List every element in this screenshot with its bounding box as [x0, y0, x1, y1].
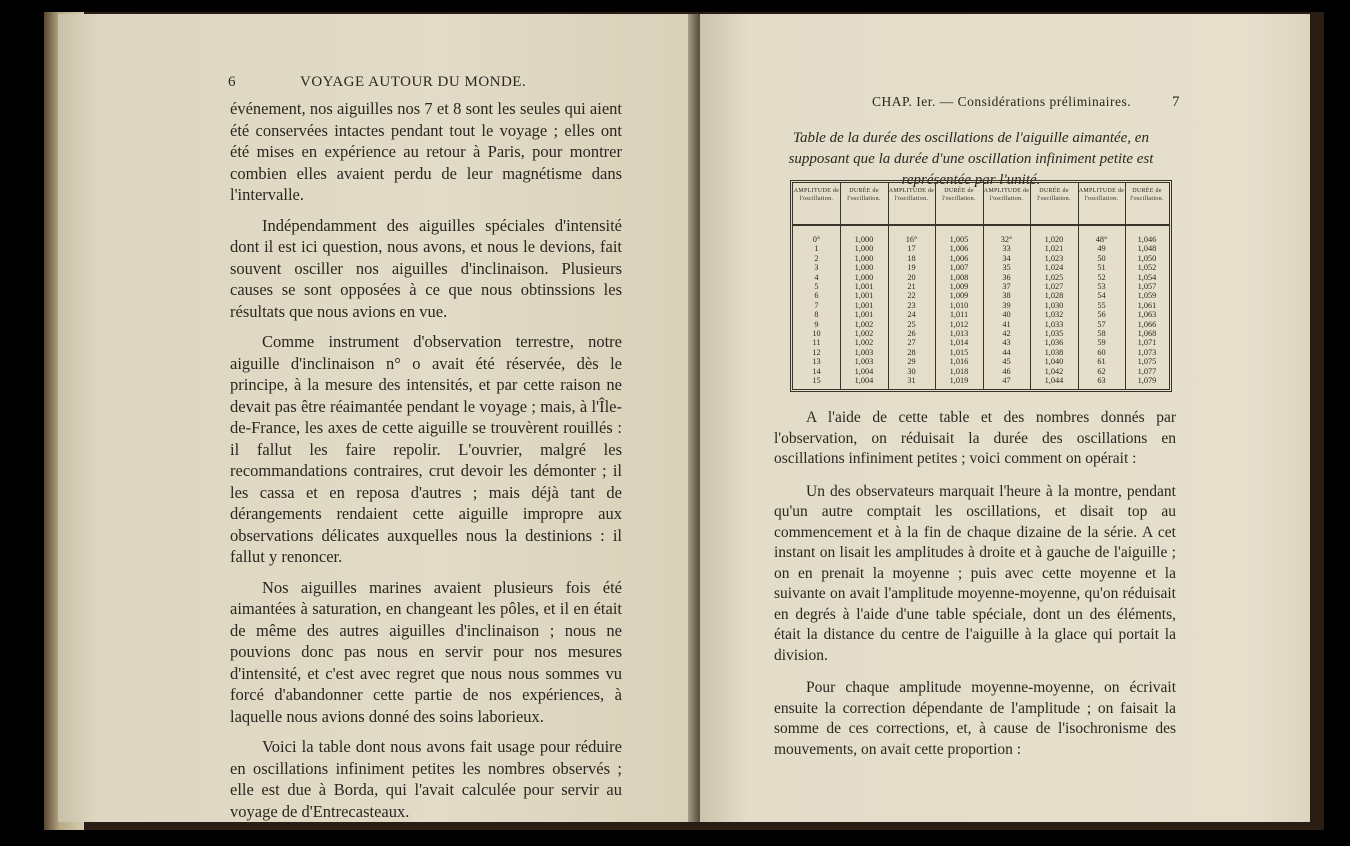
table-cell: 1,046 [1137, 235, 1157, 244]
table-column [1078, 183, 1126, 389]
table-cell: 5 [814, 282, 819, 292]
table-cell: 1,014 [949, 338, 969, 348]
table-cell: 1,008 [949, 272, 969, 282]
table-cell: 51 [1097, 263, 1106, 273]
table-cell: 1,000 [854, 272, 874, 282]
table-cell: 35 [1002, 263, 1011, 273]
table-cell: 18 [907, 253, 916, 263]
table-cell: 1,023 [1044, 253, 1064, 263]
column-header: AMPLITUDE de l'oscillation. [983, 188, 1030, 202]
table-cell: 0° [812, 235, 821, 244]
table-cell: 1,009 [949, 282, 969, 292]
table-cell: 1,004 [854, 376, 874, 386]
table-cell: 50 [1097, 253, 1106, 263]
table-cell: 1,027 [1044, 282, 1064, 292]
table-cell: 63 [1097, 376, 1106, 386]
table-cell: 13 [812, 357, 821, 367]
table-cell: 1,066 [1137, 319, 1157, 329]
table-cell: 28 [907, 347, 916, 357]
table-cell: 31 [907, 376, 916, 386]
table-cell: 58 [1097, 329, 1106, 339]
table-column [793, 183, 841, 389]
table-cell: 1,001 [854, 300, 874, 310]
table-cell: 1,010 [949, 300, 969, 310]
table-cell: 1,063 [1137, 310, 1157, 320]
column-values [1078, 235, 1125, 386]
column-values [983, 235, 1030, 386]
left-paragraph: Indépendamment des aiguilles spéciales d'intensité dont il est ici question, nous avons, et nous le devions, fait souvent osciller nos aiguilles d'inclinaison. Plusieurs causes se sont opposées à ce que nous obtinssions les résultats que nous avions en vue. [230, 215, 622, 321]
table-cell: 11 [812, 338, 821, 348]
table-cell: 29 [907, 357, 916, 367]
table-cell: 23 [907, 300, 916, 310]
table-cell: 1,052 [1137, 263, 1157, 273]
table-cell: 1,035 [1044, 329, 1064, 339]
column-header: AMPLITUDE de l'oscillation. [793, 188, 840, 202]
column-values [1030, 235, 1078, 386]
table-cell: 1,000 [854, 235, 874, 244]
table-cell: 15 [812, 376, 821, 386]
table-cell: 16° [905, 235, 918, 244]
table-cell: 1,001 [854, 310, 874, 320]
table-cell: 10 [812, 329, 821, 339]
column-values [1125, 235, 1169, 386]
oscillation-table [790, 180, 1172, 392]
table-cell: 1,033 [1044, 319, 1064, 329]
table-cell: 57 [1097, 319, 1106, 329]
table-cell: 1,061 [1137, 300, 1157, 310]
table-cell: 1,030 [1044, 300, 1064, 310]
table-cell: 1,021 [1044, 244, 1064, 254]
column-values [840, 235, 888, 386]
table-cell: 1,007 [949, 263, 969, 273]
table-cell: 17 [907, 244, 916, 254]
table-cell: 25 [907, 319, 916, 329]
column-header: DURÉE de l'oscillation. [847, 188, 881, 202]
table-cell: 52 [1097, 272, 1106, 282]
table-cell: 36 [1002, 272, 1011, 282]
table-cell: 9 [814, 319, 819, 329]
table-cell: 1,012 [949, 319, 969, 329]
table-cell: 48° [1095, 235, 1108, 244]
table-cell: 46 [1002, 366, 1011, 376]
table-cell: 1,050 [1137, 253, 1157, 263]
table-column [1030, 183, 1079, 389]
header-rule [840, 224, 888, 226]
right-paragraph: A l'aide de cette table et des nombres donnés par l'observation, on réduisait la durée des oscillations en oscillations infiniment petites ; voici comment on opérait : [774, 409, 1176, 467]
table-cell: 14 [812, 366, 821, 376]
table-cell: 1,036 [1044, 338, 1064, 348]
table-cell: 1,032 [1044, 310, 1064, 320]
column-header: AMPLITUDE de l'oscillation. [1078, 188, 1125, 202]
table-cell: 1,011 [949, 310, 969, 320]
table-cell: 40 [1002, 310, 1011, 320]
column-header: DURÉE de l'oscillation. [1037, 188, 1071, 202]
table-cell: 24 [907, 310, 916, 320]
column-header: AMPLITUDE de l'oscillation. [888, 188, 935, 202]
left-paragraph: Voici la table dont nous avons fait usage pour réduire en oscillations infiniment petites les nombres observés ; elle est due à Borda, qui l'avait calculée pour servir au voyage de d'Entrecasteaux. [230, 737, 622, 821]
left-paragraph: Comme instrument d'observation terrestre, notre aiguille d'inclinaison n° o avait été réservée, dès le principe, à la mesure des intensités, et par cette raison ne devait pas être réaimantée pendant le voyage ; mais, à l'Île-de-France, les axes de cette aiguille se trouvèrent rouillés : il fallut les faire repolir. L'ouvrier, malgré les recommandations contraires, crut devoir les démonter ; il les cassa et en reposa d'autres ; mais déjà tant de dérangements rendaient cette aiguille impropre aux observations délicates auxquelles nous la destinions : il fallut y renoncer. [230, 332, 622, 566]
table-cell: 61 [1097, 357, 1106, 367]
table-cell: 8 [814, 310, 819, 320]
table-cell: 1,003 [854, 347, 874, 357]
column-values [888, 235, 935, 386]
column-header: DURÉE de l'oscillation. [942, 188, 976, 202]
table-cell: 1,002 [854, 329, 874, 339]
table-cell: 1,071 [1137, 338, 1157, 348]
table-cell: 1,079 [1137, 376, 1157, 386]
table-cell: 1,025 [1044, 272, 1064, 282]
column-header: DURÉE de l'oscillation. [1130, 188, 1164, 202]
table-cell: 1,000 [854, 263, 874, 273]
right-paragraph: Pour chaque amplitude moyenne-moyenne, on écrivait ensuite la correction dépendante de l'amplitude ; on faisait la somme de ces corrections, et, à cause de l'isochronisme des mouvements, on avait cette proportion : [774, 679, 1176, 758]
left-paragraph: Nos aiguilles marines avaient plusieurs fois été aimantées à saturation, en changeant les pôles, et il en était de même des autres aiguilles d'inclinaison ; nous ne pouvions donc pas nous en servir pour nos mesures d'intensité, et c'est avec regret que nous nous sommes vu forcé d'abandonner cette partie de nos expériences, à laquelle nous avions donné des soins laborieux. [230, 577, 622, 726]
table-cell: 3 [814, 263, 819, 273]
table-column [840, 183, 889, 389]
table-cell: 60 [1097, 347, 1106, 357]
table-cell: 37 [1002, 282, 1011, 292]
table-cell: 1,003 [854, 357, 874, 367]
table-cell: 49 [1097, 244, 1106, 254]
table-cell: 1,020 [1044, 235, 1064, 244]
table-cell: 55 [1097, 300, 1106, 310]
table-cell: 7 [814, 300, 819, 310]
table-cell: 33 [1002, 244, 1011, 254]
table-column [983, 183, 1031, 389]
table-cell: 1,000 [854, 244, 874, 254]
right-running-head: CHAP. Ier. — Considérations préliminaires. [872, 94, 1132, 109]
table-cell: 38 [1002, 291, 1011, 301]
table-cell: 1,038 [1044, 347, 1064, 357]
table-cell: 4 [814, 272, 819, 282]
table-cell: 1,042 [1044, 366, 1064, 376]
table-cell: 1,077 [1137, 366, 1157, 376]
table-cell: 54 [1097, 291, 1106, 301]
table-cell: 42 [1002, 329, 1011, 339]
table-cell: 53 [1097, 282, 1106, 292]
header-rule [1078, 224, 1125, 226]
column-values [935, 235, 983, 386]
right-text-block [774, 408, 1176, 760]
table-column [1125, 183, 1169, 389]
table-cell: 1,006 [949, 244, 969, 254]
left-page-number: 6 [228, 74, 236, 90]
table-cell: 1,009 [949, 291, 969, 301]
right-paragraph: Un des observateurs marquait l'heure à la montre, pendant qu'un autre comptait les oscillations, et disait top au commencement et à la fin de chaque dizaine de la série. A cet instant on lisait les amplitudes à droite et à gauche de l'aiguille ; on en prenait la moyenne ; puis avec cette moyenne et la suivante on avait l'amplitude moyenne-moyenne, qu'on réduisait en degrés à l'aide d'une table spéciale, dont un des éléments, était la distance du centre de l'aiguille à la glace qui portait la division. [774, 482, 1176, 664]
left-running-head: VOYAGE AUTOUR DU MONDE. [300, 74, 527, 90]
left-text-block [230, 98, 622, 822]
table-cell: 62 [1097, 366, 1106, 376]
table-cell: 1,048 [1137, 244, 1157, 254]
table-cell: 30 [907, 366, 916, 376]
table-column [935, 183, 984, 389]
table-cell: 21 [907, 282, 916, 292]
table-cell: 1,005 [949, 235, 969, 244]
header-rule [935, 224, 983, 226]
table-cell: 1,006 [949, 253, 969, 263]
table-cell: 1,015 [949, 347, 969, 357]
table-cell: 43 [1002, 338, 1011, 348]
table-cell: 1,000 [854, 253, 874, 263]
table-cell: 1,068 [1137, 329, 1157, 339]
left-paragraph: événement, nos aiguilles nos 7 et 8 sont les seules qui aient été conservées intactes pendant tout le voyage ; elles ont été mises en expérience au retour à Paris, pour montrer combien elles avaient perdu de leur magnétisme dans l'intervalle. [230, 99, 622, 204]
header-rule [1030, 224, 1078, 226]
table-cell: 34 [1002, 253, 1011, 263]
table-cell: 26 [907, 329, 916, 339]
column-values [793, 235, 840, 386]
table-cell: 20 [907, 272, 916, 282]
table-cell: 56 [1097, 310, 1106, 320]
table-cell: 1,004 [854, 366, 874, 376]
table-cell: 59 [1097, 338, 1106, 348]
table-cell: 1,002 [854, 338, 874, 348]
table-cell: 45 [1002, 357, 1011, 367]
table-cell: 1,073 [1137, 347, 1157, 357]
header-rule [888, 224, 935, 226]
table-cell: 27 [907, 338, 916, 348]
table-cell: 6 [814, 291, 819, 301]
table-cell: 47 [1002, 376, 1011, 386]
header-rule [983, 224, 1030, 226]
table-cell: 2 [814, 253, 819, 263]
header-rule [1125, 224, 1169, 226]
table-cell: 1,018 [949, 366, 969, 376]
table-cell: 1,057 [1137, 282, 1157, 292]
table-cell: 1,013 [949, 329, 969, 339]
table-cell: 1,001 [854, 282, 874, 292]
table-cell: 1,001 [854, 291, 874, 301]
table-cell: 44 [1002, 347, 1011, 357]
table-cell: 32° [1000, 235, 1013, 244]
table-cell: 1,054 [1137, 272, 1157, 282]
table-cell: 1,044 [1044, 376, 1064, 386]
right-page-number: 7 [1172, 94, 1180, 110]
table-cell: 1,040 [1044, 357, 1064, 367]
table-cell: 1,016 [949, 357, 969, 367]
table-cell: 1,075 [1137, 357, 1157, 367]
table-caption: Table de la durée des oscillations de l'aiguille aimantée, en supposant que la durée d'une oscillation infiniment petite est représentée par l'unité. [788, 130, 1154, 188]
table-cell: 12 [812, 347, 821, 357]
table-cell: 1,019 [949, 376, 969, 386]
table-cell: 19 [907, 263, 916, 273]
table-cell: 22 [907, 291, 916, 301]
table-cell: 1,028 [1044, 291, 1064, 301]
table-column [888, 183, 936, 389]
table-cell: 41 [1002, 319, 1011, 329]
table-cell: 1,059 [1137, 291, 1157, 301]
table-cell: 1,002 [854, 319, 874, 329]
table-cell: 1 [814, 244, 819, 254]
table-cell: 39 [1002, 300, 1011, 310]
table-cell: 1,024 [1044, 263, 1064, 273]
header-rule [793, 224, 840, 226]
